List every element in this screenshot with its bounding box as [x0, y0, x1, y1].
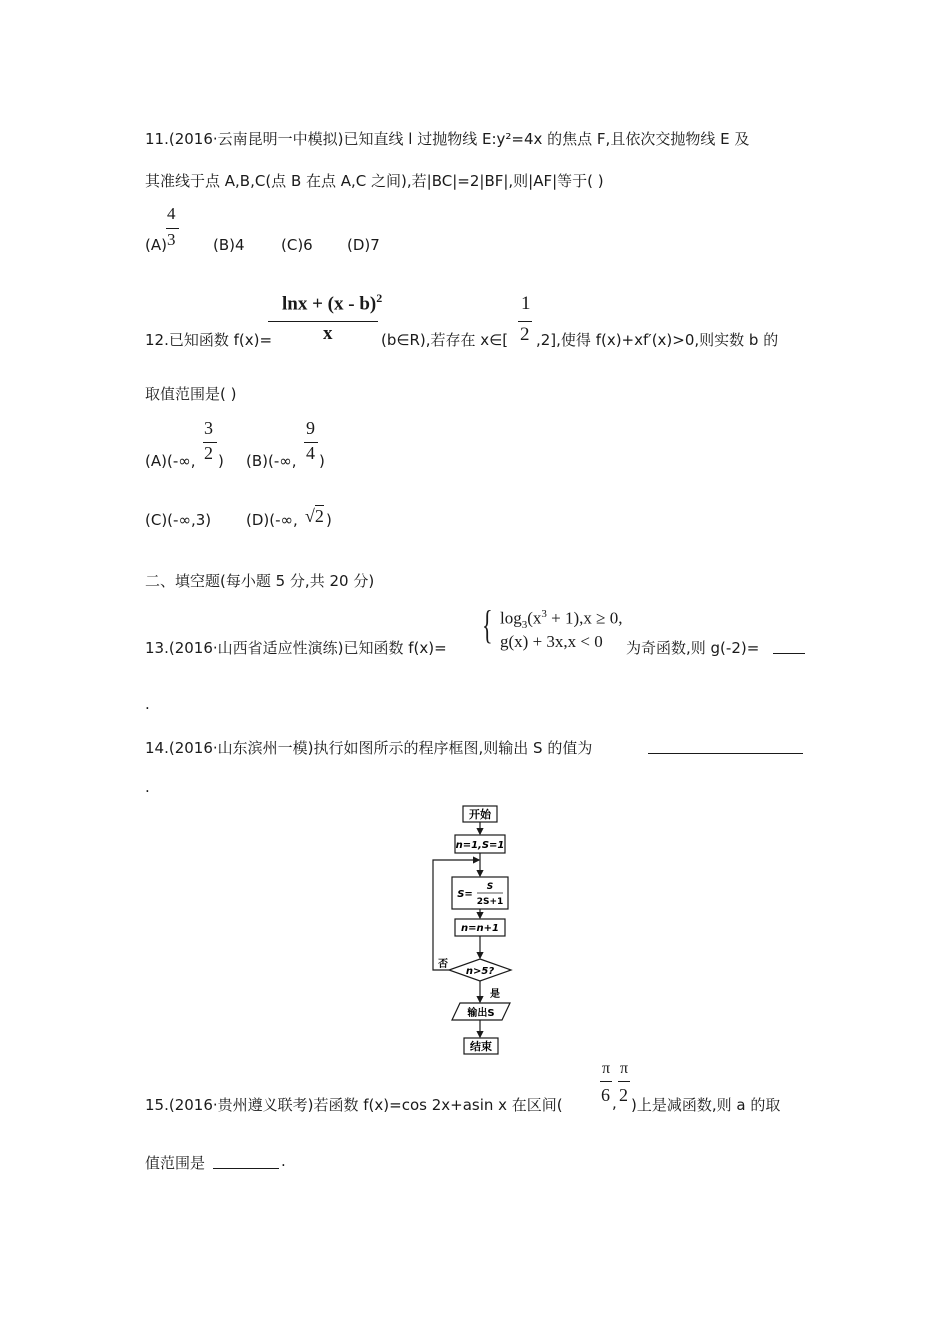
- q13-suffix: 为奇函数,则 g(-2)=: [626, 639, 760, 657]
- flowchart-assign-numerator: S: [486, 882, 494, 892]
- q15-frac2-denominator: 2: [619, 1085, 628, 1105]
- q12-option-a-close: ): [218, 452, 224, 470]
- q15-frac1-numerator: π: [602, 1060, 611, 1077]
- q12-option-b-close: ): [319, 452, 325, 470]
- q11-option-a-fraction-bar: [166, 228, 179, 229]
- flowchart-output-label: 输出S: [467, 1008, 495, 1019]
- q15-frac2-bar: [618, 1081, 630, 1082]
- q12-option-a-fraction-bar: [203, 442, 217, 443]
- q12-half-denominator: 2: [520, 324, 530, 345]
- q12-fraction-numerator: lnx + (x - b)$^2$: [282, 291, 383, 315]
- q14-end: .: [145, 778, 150, 796]
- flowchart-start-label: 开始: [469, 808, 491, 821]
- flowchart-init-label: n=1,S=1: [455, 840, 505, 851]
- q13-case2: g(x) + 3x,x < 0: [500, 632, 603, 651]
- q11-option-c: (C)6: [281, 236, 313, 254]
- q12-option-d-radical: √2: [305, 506, 324, 526]
- q13-case1: $\log_3(x^3 + 1),x \ge 0$,: [500, 608, 623, 632]
- q11-option-a-label: (A): [145, 236, 167, 254]
- q11-option-d: (D)7: [347, 236, 380, 254]
- q11-line2: 其准线于点 A,B,C(点 B 在点 A,C 之间),若|BC|=2|BF|,则|AF|等于( ): [145, 172, 604, 190]
- flowchart-end-label: 结束: [470, 1040, 492, 1053]
- q13-answer-blank[interactable]: [773, 637, 805, 658]
- q12-option-a-label: (A)(-∞,: [145, 452, 196, 470]
- q12-prefix: 12.已知函数 f(x)=: [145, 331, 273, 349]
- q12-option-a-denominator: 2: [204, 443, 213, 463]
- flowchart-no-label: 否: [438, 959, 448, 970]
- q15-prefix: 15.(2016·贵州遵义联考)若函数 f(x)=cos 2x+asin x 在区间(: [145, 1096, 563, 1114]
- q12-option-a-numerator: 3: [204, 418, 213, 438]
- q12-option-b-numerator: 9: [306, 418, 315, 438]
- q12-option-b-fraction-bar: [304, 442, 318, 443]
- q12-option-b-label: (B)(-∞,: [246, 452, 297, 470]
- q11-option-a-denominator: 3: [167, 230, 176, 249]
- q11-option-a-numerator: 4: [167, 204, 176, 223]
- q12-half-numerator: 1: [521, 293, 531, 314]
- q15-frac2-numerator: π: [620, 1060, 629, 1077]
- q13-brace: {: [482, 602, 493, 647]
- q14-answer-blank[interactable]: [648, 737, 803, 758]
- q15-comma: ,: [612, 1094, 617, 1112]
- q12-option-b-denominator: 4: [306, 443, 315, 463]
- q12-half-fraction-bar: [518, 321, 532, 322]
- q12-option-c: (C)(-∞,3): [145, 511, 212, 529]
- q15-line2: 值范围是: [145, 1154, 206, 1172]
- q12-option-d-label: (D)(-∞,: [246, 511, 298, 529]
- q15-suffix: )上是减函数,则 a 的取: [631, 1096, 781, 1114]
- flowchart-increment-label: n=n+1: [461, 923, 499, 934]
- flowchart-assign-denominator: 2S+1: [476, 897, 504, 907]
- flowchart: [420, 800, 530, 1062]
- q11-option-b: (B)4: [213, 236, 245, 254]
- q12-middle: (b∈R),若存在 x∈[: [381, 331, 509, 349]
- q13-end: .: [145, 695, 150, 713]
- q15-frac1-denominator: 6: [601, 1085, 610, 1105]
- q15-answer-blank[interactable]: [213, 1152, 279, 1173]
- flowchart-assign-left: S=: [457, 889, 473, 900]
- q12-fraction-denominator: x: [323, 323, 333, 344]
- q12-option-d-close: ): [326, 511, 332, 529]
- flowchart-yes-label: 是: [490, 989, 500, 1000]
- q14-text: 14.(2016·山东滨州一模)执行如图所示的程序框图,则输出 S 的值为: [145, 739, 593, 757]
- q15-frac1-bar: [600, 1081, 612, 1082]
- q13-prefix: 13.(2016·山西省适应性演练)已知函数 f(x)=: [145, 639, 447, 657]
- q12-line2: 取值范围是( ): [145, 385, 237, 403]
- q11-line1: 11.(2016·云南昆明一中模拟)已知直线 l 过抛物线 E:y²=4x 的焦点 F,且依次交抛物线 E 及: [145, 130, 750, 148]
- section-heading: 二、填空题(每小题 5 分,共 20 分): [145, 572, 375, 590]
- q15-end: .: [281, 1152, 286, 1170]
- flowchart-decision-label: n>5?: [465, 966, 495, 977]
- q12-suffix: ,2],使得 f(x)+xf′(x)>0,则实数 b 的: [536, 331, 779, 349]
- q12-fraction-bar: [268, 321, 378, 322]
